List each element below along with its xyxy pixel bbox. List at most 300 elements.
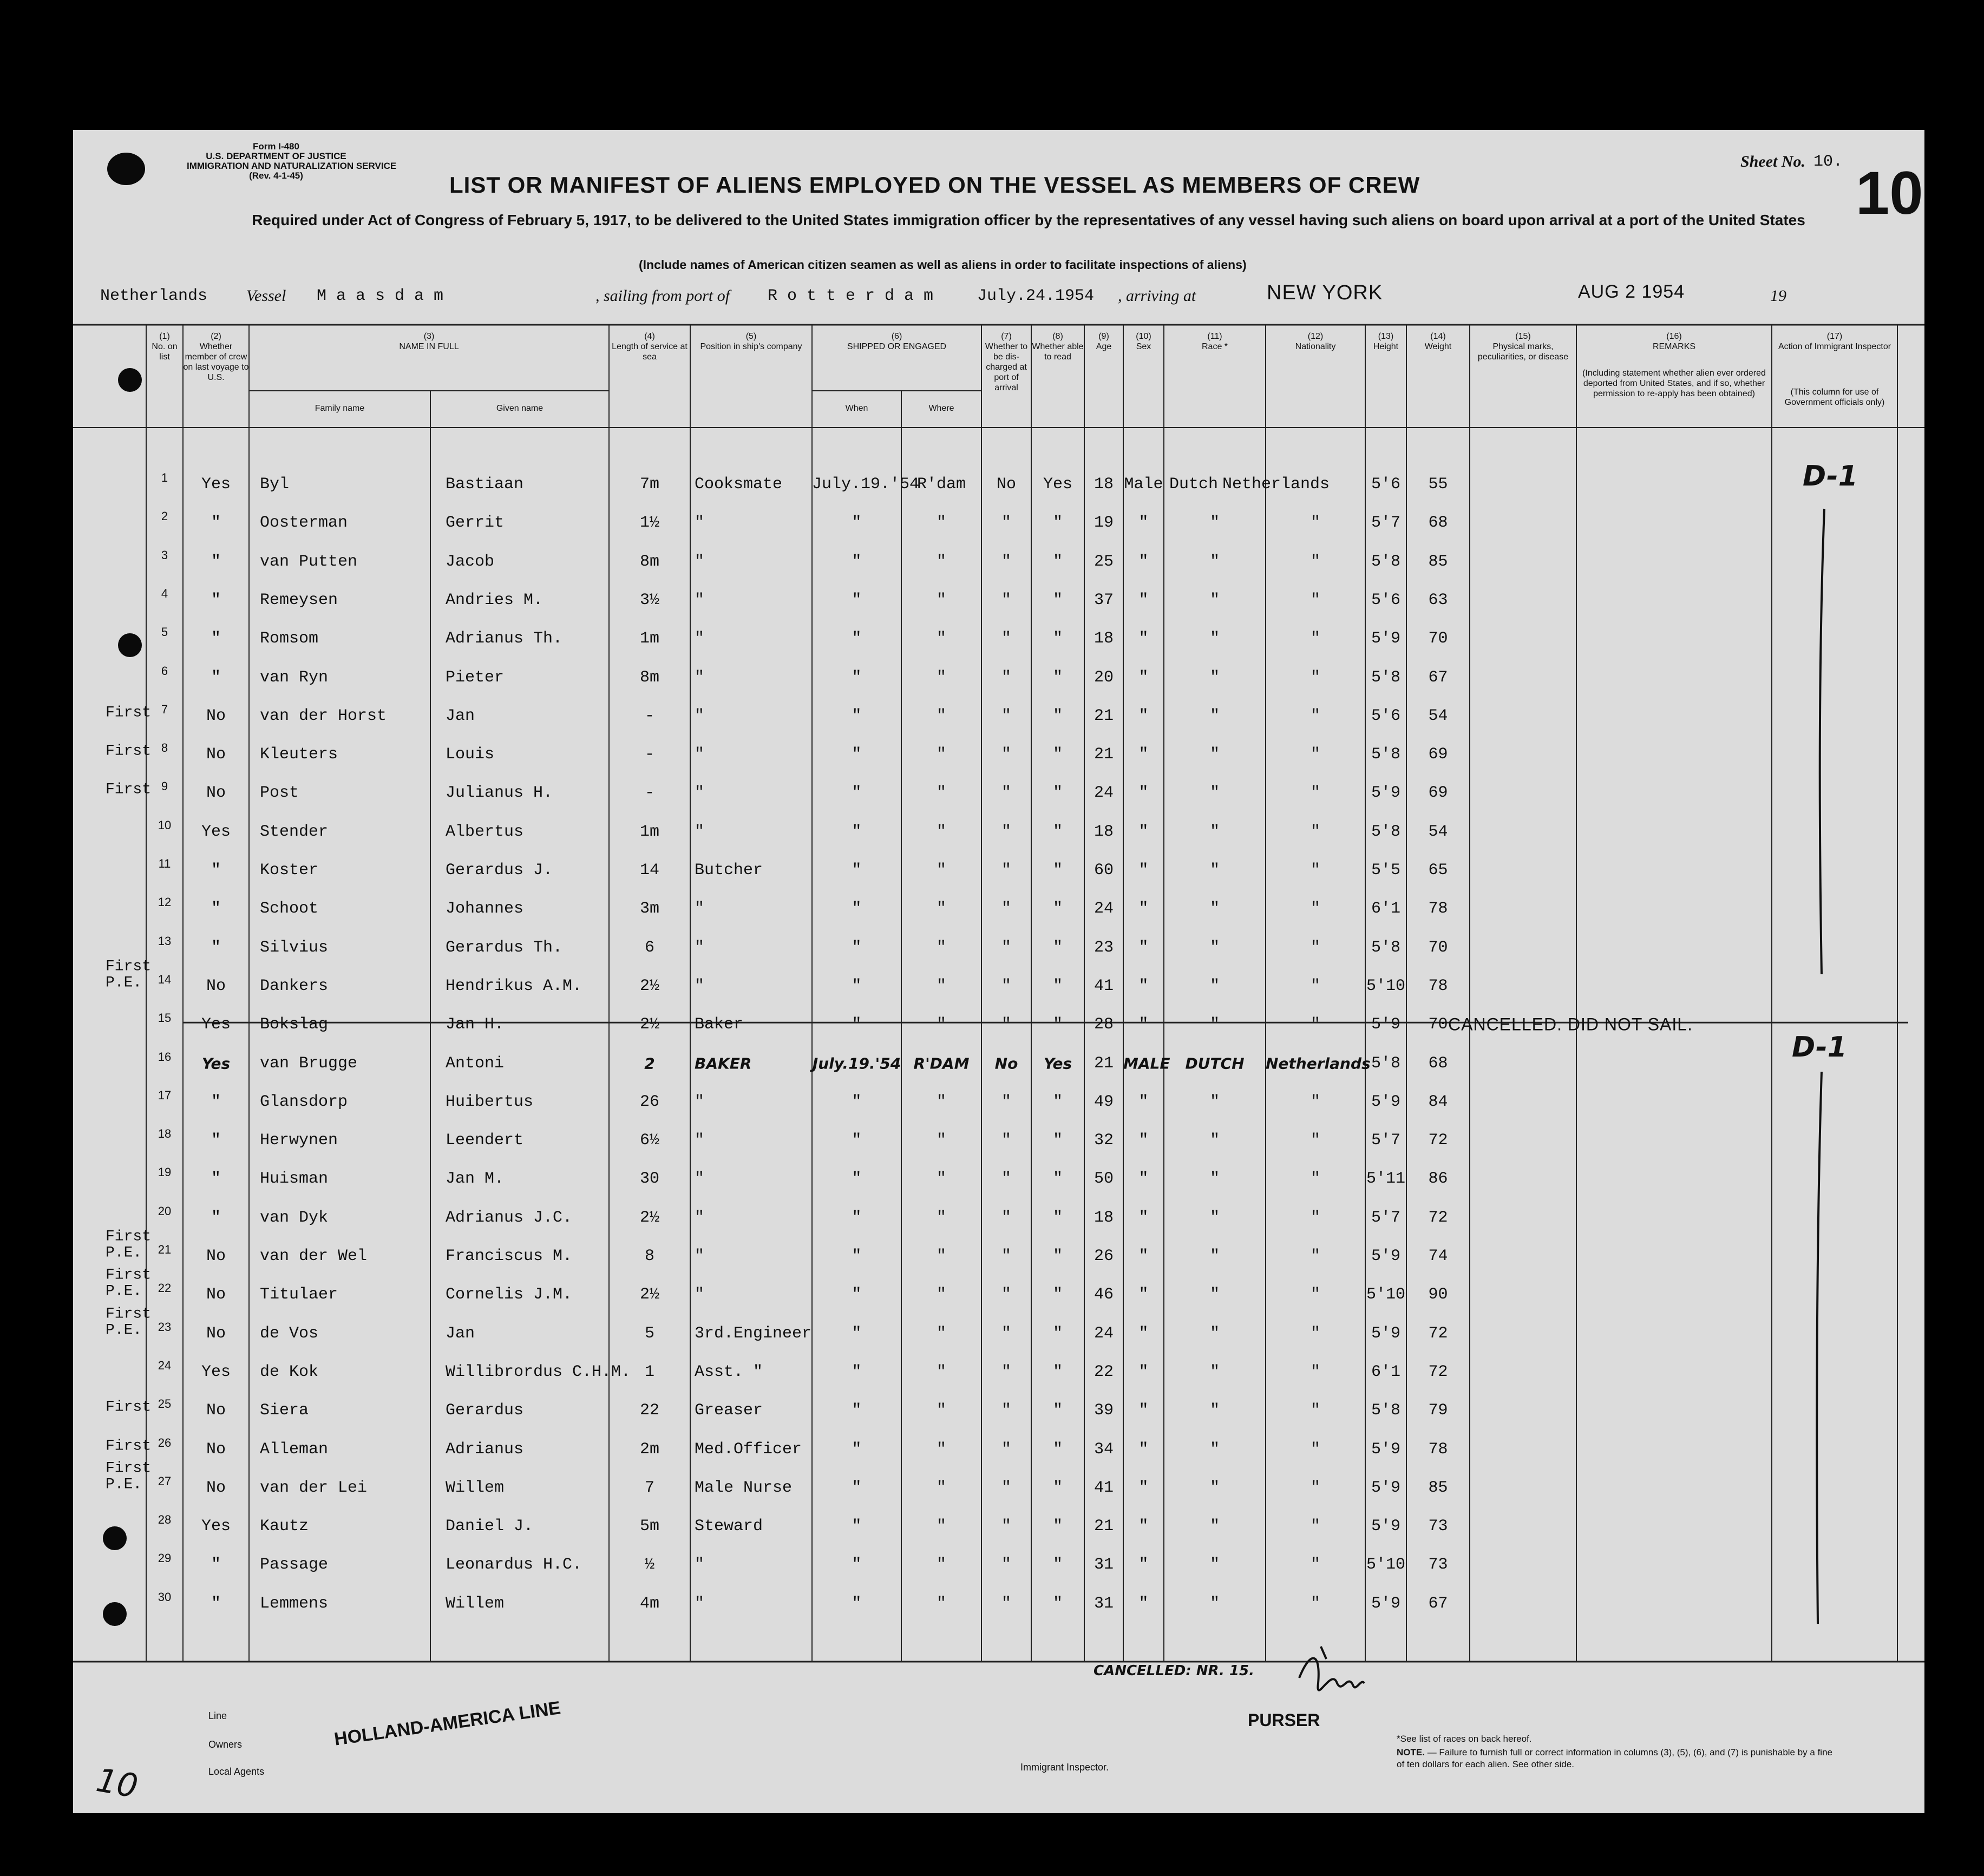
family-name: Remeysen — [260, 591, 338, 609]
fine-note-label: NOTE. — [1397, 1747, 1425, 1757]
ship-position: " — [695, 629, 705, 648]
sex: " — [1138, 1440, 1149, 1459]
shipped-when: " — [852, 861, 862, 880]
able-to-read: " — [1052, 1015, 1063, 1034]
col-head-age-number: (9) — [1098, 332, 1109, 341]
sex: " — [1138, 1324, 1149, 1343]
col-head-height-number: (13) — [1378, 332, 1394, 341]
length-of-service: 6½ — [639, 1131, 659, 1150]
shipped-where: " — [936, 1015, 946, 1034]
row-number: 10 — [158, 818, 172, 832]
discharged: " — [1001, 1401, 1011, 1420]
crew-last-voyage: No — [206, 784, 226, 803]
height: 5'10 — [1366, 976, 1405, 995]
ship-position: " — [695, 706, 705, 725]
nationality: " — [1310, 1324, 1320, 1343]
weight: 70 — [1428, 1015, 1448, 1034]
crew-last-voyage: Yes — [201, 1362, 231, 1381]
discharged: " — [1001, 784, 1011, 803]
able-to-read: " — [1052, 784, 1063, 803]
form-dept: U.S. DEPARTMENT OF JUSTICE — [206, 151, 346, 161]
shipped-when: " — [852, 1208, 862, 1227]
nationality: Netherlands — [1222, 475, 1330, 494]
able-to-read: " — [1052, 1208, 1063, 1227]
shipped-where: " — [936, 1324, 946, 1343]
shipped-when: " — [852, 1478, 862, 1497]
shipped-when: " — [852, 629, 862, 648]
family-name: Lemmens — [260, 1594, 329, 1613]
able-to-read: " — [1052, 629, 1063, 648]
crew-last-voyage: " — [211, 668, 221, 687]
length-of-service: 8m — [639, 552, 659, 571]
nationality: " — [1310, 900, 1320, 919]
crew-last-voyage: " — [211, 552, 221, 571]
given-name: Jan H. — [446, 1015, 505, 1034]
row-number: 4 — [161, 586, 168, 600]
ship-position: " — [695, 976, 705, 995]
shipped-where: " — [936, 1517, 946, 1536]
sex: " — [1138, 1517, 1149, 1536]
height: 5'8 — [1371, 822, 1400, 841]
row-margin-note: First — [106, 1306, 152, 1323]
discharged: " — [1001, 1208, 1011, 1227]
race: " — [1209, 1247, 1220, 1265]
shipped-where: " — [936, 514, 946, 533]
able-to-read: " — [1052, 668, 1063, 687]
nationality: " — [1310, 1208, 1320, 1227]
col-head-family-label: Family name — [315, 404, 365, 413]
able-to-read: " — [1052, 1131, 1063, 1150]
row-number: 18 — [158, 1127, 172, 1141]
family-name: Glansdorp — [260, 1092, 348, 1111]
row-number: 11 — [158, 857, 171, 870]
length-of-service: - — [644, 784, 654, 803]
crew-last-voyage: " — [211, 1170, 221, 1189]
crew-last-voyage: " — [211, 1131, 221, 1150]
race: " — [1209, 784, 1220, 803]
nationality: " — [1310, 1556, 1320, 1575]
race: " — [1209, 1324, 1220, 1343]
family-name: Post — [260, 784, 299, 803]
voyage-sail-date: July.24.1954 — [977, 287, 1095, 305]
shipped-where: " — [936, 1401, 946, 1420]
length-of-service: ½ — [644, 1556, 654, 1575]
voyage-arrival-date: AUG 2 1954 — [1578, 281, 1685, 302]
height: 5'8 — [1371, 552, 1400, 571]
discharged: " — [1001, 1440, 1011, 1459]
ship-position: " — [695, 1170, 705, 1189]
sex: " — [1138, 1247, 1149, 1265]
crew-last-voyage: No — [206, 976, 226, 995]
ship-position: Butcher — [695, 861, 763, 880]
length-of-service: 6 — [644, 938, 654, 957]
given-name: Gerrit — [446, 514, 505, 533]
discharged: " — [1001, 822, 1011, 841]
nationality: " — [1310, 1401, 1320, 1420]
length-of-service: 8m — [639, 668, 659, 687]
crew-last-voyage: " — [211, 900, 221, 919]
race: " — [1209, 1478, 1220, 1497]
col-head-race-label: Race * — [1201, 342, 1228, 351]
given-name: Jan M. — [446, 1170, 505, 1189]
nationality: " — [1310, 784, 1320, 803]
fine-note — [1397, 1747, 1841, 1770]
ship-position: " — [695, 1247, 705, 1265]
row-margin-note: First — [106, 1399, 152, 1416]
col-head-nationality-number: (12) — [1307, 332, 1324, 341]
age: 49 — [1094, 1092, 1114, 1111]
nationality: " — [1310, 938, 1320, 957]
col-head-weight — [1406, 331, 1470, 352]
shipped-when: " — [852, 514, 862, 533]
length-of-service: 3m — [639, 900, 659, 919]
crew-last-voyage: Yes — [201, 1015, 231, 1034]
length-of-service: - — [644, 745, 654, 764]
sex: " — [1138, 1208, 1149, 1227]
length-of-service: 1½ — [639, 514, 659, 533]
row-number: 30 — [158, 1590, 172, 1604]
row-number: 9 — [161, 779, 168, 793]
col-head-service — [609, 331, 690, 362]
sex: " — [1138, 938, 1149, 957]
weight: 78 — [1428, 1440, 1448, 1459]
race: " — [1209, 1131, 1220, 1150]
col-head-shipped-number: (6) — [891, 332, 902, 341]
race: " — [1209, 706, 1220, 725]
crew-last-voyage: Yes — [201, 475, 231, 494]
row-margin-note: First — [106, 781, 152, 798]
col-head-remarks-number: (16) — [1666, 332, 1682, 341]
family-name: Schoot — [260, 900, 319, 919]
able-to-read: " — [1052, 1478, 1063, 1497]
col-head-position-number: (5) — [745, 332, 757, 341]
nationality: " — [1310, 1440, 1320, 1459]
length-of-service: 7 — [644, 1478, 654, 1497]
col-head-nationality-label: Nationality — [1295, 342, 1336, 351]
race: " — [1209, 861, 1220, 880]
weight: 78 — [1428, 900, 1448, 919]
weight: 68 — [1428, 514, 1448, 533]
length-of-service: 7m — [639, 475, 659, 494]
row-margin-note: First — [106, 704, 152, 721]
shipped-where: " — [936, 900, 946, 919]
able-to-read: " — [1052, 706, 1063, 725]
height: 5'7 — [1371, 1131, 1400, 1150]
weight: 72 — [1428, 1131, 1448, 1150]
row-number: 24 — [158, 1358, 172, 1372]
family-name: Bokslag — [260, 1015, 329, 1034]
length-of-service: 1m — [639, 822, 659, 841]
shipped-where: " — [936, 629, 946, 648]
row-number: 17 — [158, 1088, 172, 1102]
shipped-when: " — [852, 822, 862, 841]
nationality: Netherlands — [1266, 1054, 1371, 1072]
given-name: Jan — [446, 706, 475, 725]
height: 5'6 — [1371, 591, 1400, 609]
shipped-where: " — [936, 1285, 946, 1304]
weight: 69 — [1428, 745, 1448, 764]
col-head-shipped — [812, 331, 981, 352]
height: 6'1 — [1371, 900, 1400, 919]
height: 5'9 — [1371, 629, 1400, 648]
shipped-where: " — [936, 591, 946, 609]
given-name: Johannes — [446, 900, 524, 919]
able-to-read: " — [1052, 822, 1063, 841]
race: " — [1209, 822, 1220, 841]
shipped-where: " — [936, 1594, 946, 1613]
family-name: van Ryn — [260, 668, 329, 687]
given-name: Albertus — [446, 822, 524, 841]
col-head-when — [812, 403, 901, 414]
include-note: (Include names of American citizen seamen as well as aliens in order to facilitate inspections of aliens) — [639, 258, 1247, 272]
family-name: Dankers — [260, 976, 329, 995]
crew-last-voyage: No — [206, 1285, 226, 1304]
row-number: 21 — [158, 1243, 172, 1256]
discharged: " — [1001, 514, 1011, 533]
row-margin-note: First — [106, 1267, 152, 1284]
weight: 72 — [1428, 1362, 1448, 1381]
row-number: 3 — [161, 548, 168, 562]
sex: " — [1138, 629, 1149, 648]
family-name: Siera — [260, 1401, 309, 1420]
shipped-when: " — [852, 1324, 862, 1343]
given-name: Gerardus J. — [446, 861, 553, 880]
col-head-where — [901, 403, 981, 414]
given-name: Gerardus Th. — [446, 938, 563, 957]
row-number: 8 — [161, 741, 168, 755]
given-name: Cornelis J.M. — [446, 1285, 573, 1304]
inspector-mark-mid: D-1 — [1792, 1031, 1847, 1064]
race: " — [1209, 591, 1220, 609]
ship-position: " — [695, 1131, 705, 1150]
discharged: " — [1001, 1594, 1011, 1613]
family-name: de Vos — [260, 1324, 319, 1343]
given-name: Jan — [446, 1324, 475, 1343]
race: " — [1209, 629, 1220, 648]
col-head-age — [1084, 331, 1123, 352]
col-head-shipped-label: SHIPPED OR ENGAGED — [847, 342, 947, 351]
family-name: Kautz — [260, 1517, 309, 1536]
row-number: 13 — [158, 934, 172, 948]
ship-position: Med.Officer — [695, 1440, 802, 1459]
height: 5'6 — [1371, 706, 1400, 725]
crew-last-voyage: " — [211, 1208, 221, 1227]
col-head-height — [1365, 331, 1406, 352]
race: " — [1209, 1556, 1220, 1575]
row-number: 2 — [161, 509, 168, 523]
sex: " — [1138, 861, 1149, 880]
able-to-read: " — [1052, 861, 1063, 880]
family-name: Koster — [260, 861, 319, 880]
discharged: No — [996, 475, 1016, 494]
race: " — [1209, 1170, 1220, 1189]
row-margin-note: First — [106, 1438, 152, 1454]
shipped-when: " — [852, 1131, 862, 1150]
row-number: 15 — [158, 1011, 172, 1025]
crew-last-voyage: No — [206, 706, 226, 725]
col-head-weight-label: Weight — [1424, 342, 1452, 351]
col-head-remarks — [1576, 331, 1772, 352]
able-to-read: " — [1052, 1556, 1063, 1575]
voyage-sailing-label: , sailing from port of — [595, 287, 730, 305]
shipped-where: " — [936, 1247, 946, 1265]
crew-last-voyage: No — [206, 1440, 226, 1459]
nationality: " — [1310, 1131, 1320, 1150]
races-note: *See list of races on back hereof. — [1397, 1734, 1532, 1744]
col-head-remarks-note — [1581, 368, 1767, 399]
discharged: " — [1001, 1517, 1011, 1536]
col-head-number — [146, 331, 183, 362]
col-head-age-label: Age — [1096, 342, 1112, 351]
col-head-physical-label: Physical marks, peculiarities, or disease — [1477, 342, 1569, 362]
ship-position: BAKER — [695, 1054, 752, 1072]
height: 5'8 — [1371, 668, 1400, 687]
sex: " — [1138, 1401, 1149, 1420]
row-margin-note: First — [106, 958, 152, 975]
given-name: Daniel J. — [446, 1517, 534, 1536]
shipped-where: " — [936, 745, 946, 764]
col-head-action-number: (17) — [1826, 332, 1843, 341]
height: 5'9 — [1371, 1092, 1400, 1111]
able-to-read: " — [1052, 1440, 1063, 1459]
col-head-crew-label: Whether member of crew on last voyage to U.S. — [183, 342, 249, 382]
col-head-discharged — [981, 331, 1031, 393]
row-margin-note: P.E. — [106, 1322, 142, 1339]
crew-last-voyage: " — [211, 1594, 221, 1613]
height: 5'8 — [1371, 1401, 1400, 1420]
weight: 85 — [1428, 1478, 1448, 1497]
height: 5'8 — [1371, 1054, 1400, 1073]
col-head-name-label: NAME IN FULL — [399, 342, 459, 351]
family-name: Byl — [260, 475, 290, 494]
height: 5'9 — [1371, 1247, 1400, 1265]
race: " — [1209, 1401, 1220, 1420]
age: 25 — [1094, 552, 1114, 571]
height: 5'7 — [1371, 1208, 1400, 1227]
shipped-where: " — [936, 1478, 946, 1497]
given-name: Adrianus — [446, 1440, 524, 1459]
age: 26 — [1094, 1247, 1114, 1265]
race: " — [1209, 552, 1220, 571]
nationality: " — [1310, 1015, 1320, 1034]
length-of-service: 1m — [639, 629, 659, 648]
age: 21 — [1094, 1517, 1114, 1536]
weight: 73 — [1428, 1517, 1448, 1536]
weight: 72 — [1428, 1208, 1448, 1227]
race: " — [1209, 976, 1220, 995]
col-head-race-number: (11) — [1207, 332, 1222, 341]
shipped-when: " — [852, 1556, 862, 1575]
sex: " — [1138, 1362, 1149, 1381]
weight: 67 — [1428, 668, 1448, 687]
col-head-position — [690, 331, 812, 352]
col-head-action-note — [1776, 387, 1893, 408]
given-name: Antoni — [446, 1054, 505, 1073]
col-head-where-label: Where — [928, 404, 954, 413]
sex: " — [1138, 1285, 1149, 1304]
nationality: " — [1310, 1517, 1320, 1536]
able-to-read: Yes — [1043, 1054, 1072, 1072]
crew-last-voyage: " — [211, 591, 221, 609]
weight: 90 — [1428, 1285, 1448, 1304]
race: " — [1209, 1092, 1220, 1111]
shipped-when: " — [852, 1015, 862, 1034]
nationality: " — [1310, 822, 1320, 841]
col-head-name — [249, 331, 609, 352]
age: 18 — [1094, 475, 1114, 494]
age: 22 — [1094, 1362, 1114, 1381]
nationality: " — [1310, 1478, 1320, 1497]
given-name: Gerardus — [446, 1401, 524, 1420]
weight: 55 — [1428, 475, 1448, 494]
shipped-where: " — [936, 1170, 946, 1189]
height: 5'9 — [1371, 1440, 1400, 1459]
discharged: " — [1001, 1285, 1011, 1304]
able-to-read: " — [1052, 976, 1063, 995]
ship-position: " — [695, 745, 705, 764]
nationality: " — [1310, 1285, 1320, 1304]
length-of-service: 2½ — [639, 1208, 659, 1227]
age: 19 — [1094, 514, 1114, 533]
weight: 69 — [1428, 784, 1448, 803]
height: 5'9 — [1371, 1594, 1400, 1613]
nationality: " — [1310, 861, 1320, 880]
nationality: " — [1310, 552, 1320, 571]
crew-last-voyage: Yes — [201, 822, 231, 841]
weight: 54 — [1428, 822, 1448, 841]
sex: " — [1138, 514, 1149, 533]
margin-page-mark: 10 — [93, 1761, 141, 1806]
row-margin-note: First — [106, 743, 152, 760]
age: 21 — [1094, 745, 1114, 764]
discharged: " — [1001, 1556, 1011, 1575]
ship-position: " — [695, 938, 705, 957]
sheet-number: 10. — [1813, 153, 1843, 171]
col-head-read-label: Whether able to read — [1032, 342, 1084, 362]
family-name: van der Horst — [260, 706, 387, 725]
shipped-when: " — [852, 976, 862, 995]
race: " — [1209, 1362, 1220, 1381]
age: 18 — [1094, 629, 1114, 648]
age: 34 — [1094, 1440, 1114, 1459]
weight: 74 — [1428, 1247, 1448, 1265]
discharged: " — [1001, 1362, 1011, 1381]
owners-label: Owners — [208, 1739, 243, 1750]
voyage-vessel-label: Vessel — [246, 287, 286, 305]
sex: " — [1138, 1556, 1149, 1575]
col-head-race — [1164, 331, 1266, 352]
shipped-when: " — [852, 1362, 862, 1381]
row-number: 12 — [158, 895, 172, 909]
able-to-read: " — [1052, 938, 1063, 957]
shipped-where: " — [936, 861, 946, 880]
age: 21 — [1094, 706, 1114, 725]
height: 5'5 — [1371, 861, 1400, 880]
row-margin-note: P.E. — [106, 1476, 142, 1493]
shipped-where: R'dam — [916, 475, 966, 494]
family-name: van der Wel — [260, 1247, 368, 1265]
shipped-where: " — [936, 1208, 946, 1227]
shipped-when: " — [852, 784, 862, 803]
height: 5'9 — [1371, 1324, 1400, 1343]
nationality: " — [1310, 514, 1320, 533]
row-number: 5 — [161, 625, 168, 639]
nationality: " — [1310, 1362, 1320, 1381]
row-number: 23 — [158, 1320, 172, 1334]
length-of-service: 2 — [644, 1054, 655, 1072]
able-to-read: " — [1052, 1092, 1063, 1111]
shipped-when: " — [852, 1092, 862, 1111]
